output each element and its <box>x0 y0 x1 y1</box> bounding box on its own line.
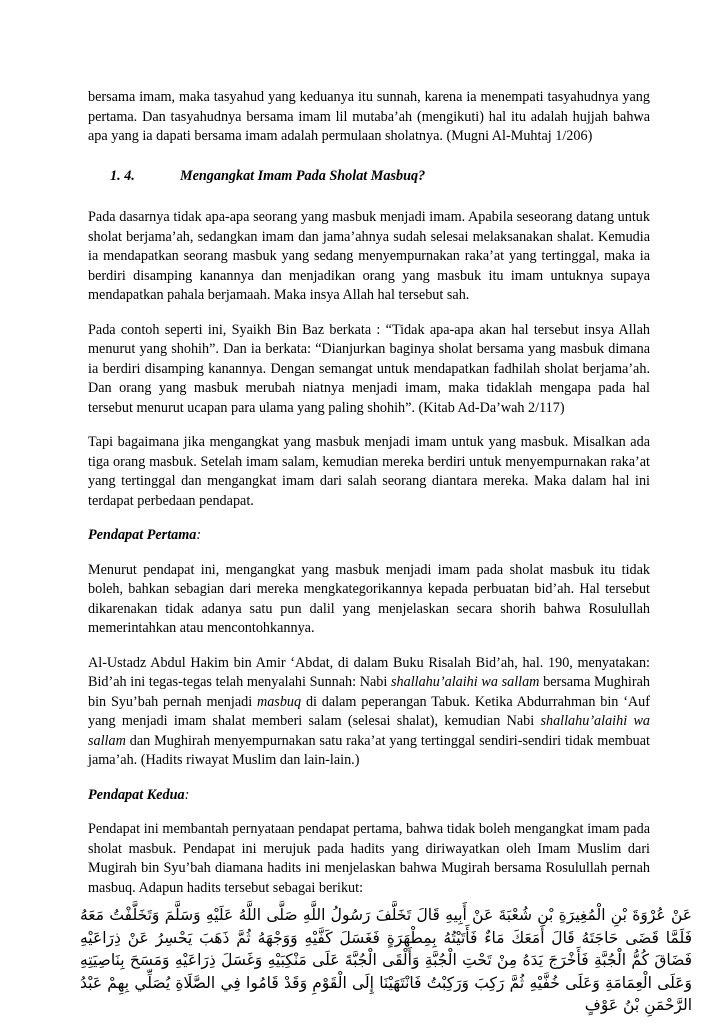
paragraph-1: Pada dasarnya tidak apa-apa seorang yang masbuk menjadi imam. Apabila seseorang datang untuk sholat berjama’ah, sedangkan imam dan jama’ahnya sudah selesai melaksanakan shalat. Kemudia ia mendapatkan seorang masbuk yang sedang menyempurnakan raka’at yang tertinggal, maka ia berdiri disamping kanannya dan menjadikan orang yang masbuk itu imam untuknya supaya mendapatkan pahala berjamaah. Maka insya Allah hal tersebut sah. <box>88 209 650 303</box>
paragraph-2: Pada contoh seperti ini, Syaikh Bin Baz berkata : “Tidak apa-apa akan hal tersebut insya Allah menurut yang shohih”. Dan ia berkata: “Dianjurkan baginya sholat bersama yang masbuk dimana ia berdiri disamping kanannya. Dengan semangat untuk mendapatkan fadhilah sholat berjama’ah. Dan orang yang masbuk merubah niatnya menjadi imam, maka tidaklah mengapa pada hal tersebut menurut ucapan para ulama yang paling shohih”. (Kitab Ad-Da’wah 2/117) <box>88 321 650 416</box>
section-title: Mengangkat Imam Pada Sholat Masbuq? <box>180 167 426 184</box>
paragraph-3: Tapi bagaimana jika mengangkat yang masbuk menjadi imam untuk yang masbuk. Misalkan ada tiga orang masbuk. Setelah imam salam, kemudian mereka berdiri untuk menyempurnakan raka’at yang tertinggal dan mengangkat imam dari salah seorang diantara mereka. Maka dalam hal ini terdapat perbedaan pendapat. <box>88 434 650 509</box>
subheading-pendapat-kedua: Pendapat Kedua: <box>88 786 190 803</box>
document-body <box>80 88 692 1017</box>
paragraph-4: Menurut pendapat ini, mengangkat yang masbuk menjadi imam pada sholat masbuk itu tidak boleh, bahkan sebagian dari mereka mengkategorikannya kepada perbuatan bid’ah. Hal tersebut dikarenakan tidak adanya satu pun dalil yang menjelaskan secara shorih bahwa Rosulullah memerintahkan atau mencontohkannya. <box>88 561 650 636</box>
paragraph-5: Al-Ustadz Abdul Hakim bin Amir ‘Abdat, di dalam Buku Risalah Bid’ah, hal. 190, menyatakan: Bid’ah ini tegas-tegas telah menyalahi Sunnah: Nabi shallahu’alaihi wa sallam bersama Mughirah bin Syu’bah pernah menjadi masbuq di dalam peperangan Tabuk. Ketika Abdurrahman bin ‘Auf yang menjadi imam shalat memberi salam (selesai shalat), kemudian Nabi shallahu’alaihi wa sallam dan Mughirah menyempurnakan satu raka’at yang tertinggal sendiri-sendiri tidak membuat jama’ah. (Hadits riwayat Muslim dan lain-lain.) <box>88 654 650 768</box>
arabic-hadith-text: عَنْ عُرْوَةَ بْنِ الْمُغِيرَةِ بْنِ شُعْبَةَ عَنْ أَبِيهِ قَالَ تَخَلَّفَ رَسُولُ اللَّهِ صَلَّى اللَّهُ عَلَيْهِ وَسَلَّمَ وَتَخَلَّفْتُ مَعَهُ فَلَمَّا قَضَى حَاجَتَهُ قَالَ أَمَعَكَ مَاءٌ فَأَتَيْتُهُ بِمِطْهَرَةٍ فَغَسَلَ كَفَّيْهِ وَوَجْهَهُ ثُمَّ ذَهَبَ يَحْسِرُ عَنْ ذِرَاعَيْهِ فَضَاقَ كُمُّ الْجُبَّةِ فَأَخْرَجَ يَدَهُ مِنْ تَحْتِ الْجُبَّةِ وَأَلْقَى الْجُبَّةَ عَلَى مَنْكِبَيْهِ وَغَسَلَ ذِرَاعَيْهِ وَمَسَحَ بِنَاصِيَتِهِ وَعَلَى الْعِمَامَةِ وَعَلَى خُفَّيْهِ ثُمَّ رَكِبَ وَرَكِبْتُ فَانْتَهَيْنَا إِلَى الْقَوْمِ وَقَدْ قَامُوا فِي الصَّلَاةِ يُصَلِّي بِهِمْ عَبْدُ الرَّحْمَنِ بْنُ عَوْفٍ <box>80 906 692 1014</box>
section-number: 1. 4. <box>110 167 135 184</box>
paragraph-intro: bersama imam, maka tasyahud yang keduanya itu sunnah, karena ia menempati tasyahudnya yang pertama. Dan tasyahudnya bersama imam lil mutaba’ah (mengikuti) hal itu adalah hujjah bahwa apa yang ia dapati bersama imam adalah permulaan sholatnya. (Mugni Al-Muhtaj 1/206) <box>88 89 650 144</box>
section-heading <box>88 167 650 187</box>
subheading-pendapat-pertama: Pendapat Pertama: <box>88 527 202 543</box>
paragraph-6: Pendapat ini membantah pernyataan pendapat pertama, bahwa tidak boleh mengangkat imam pada sholat masbuk. Pendapat ini merujuk pada hadits yang diriwayatkan oleh Imam Muslim dari Mugirah bin Syu’bah diamana hadits ini menjelaskan bahwa Mugirah bersama Rosulullah pernah masbuq. Adapun hadits tersebut sebagai berikut: <box>88 821 650 896</box>
